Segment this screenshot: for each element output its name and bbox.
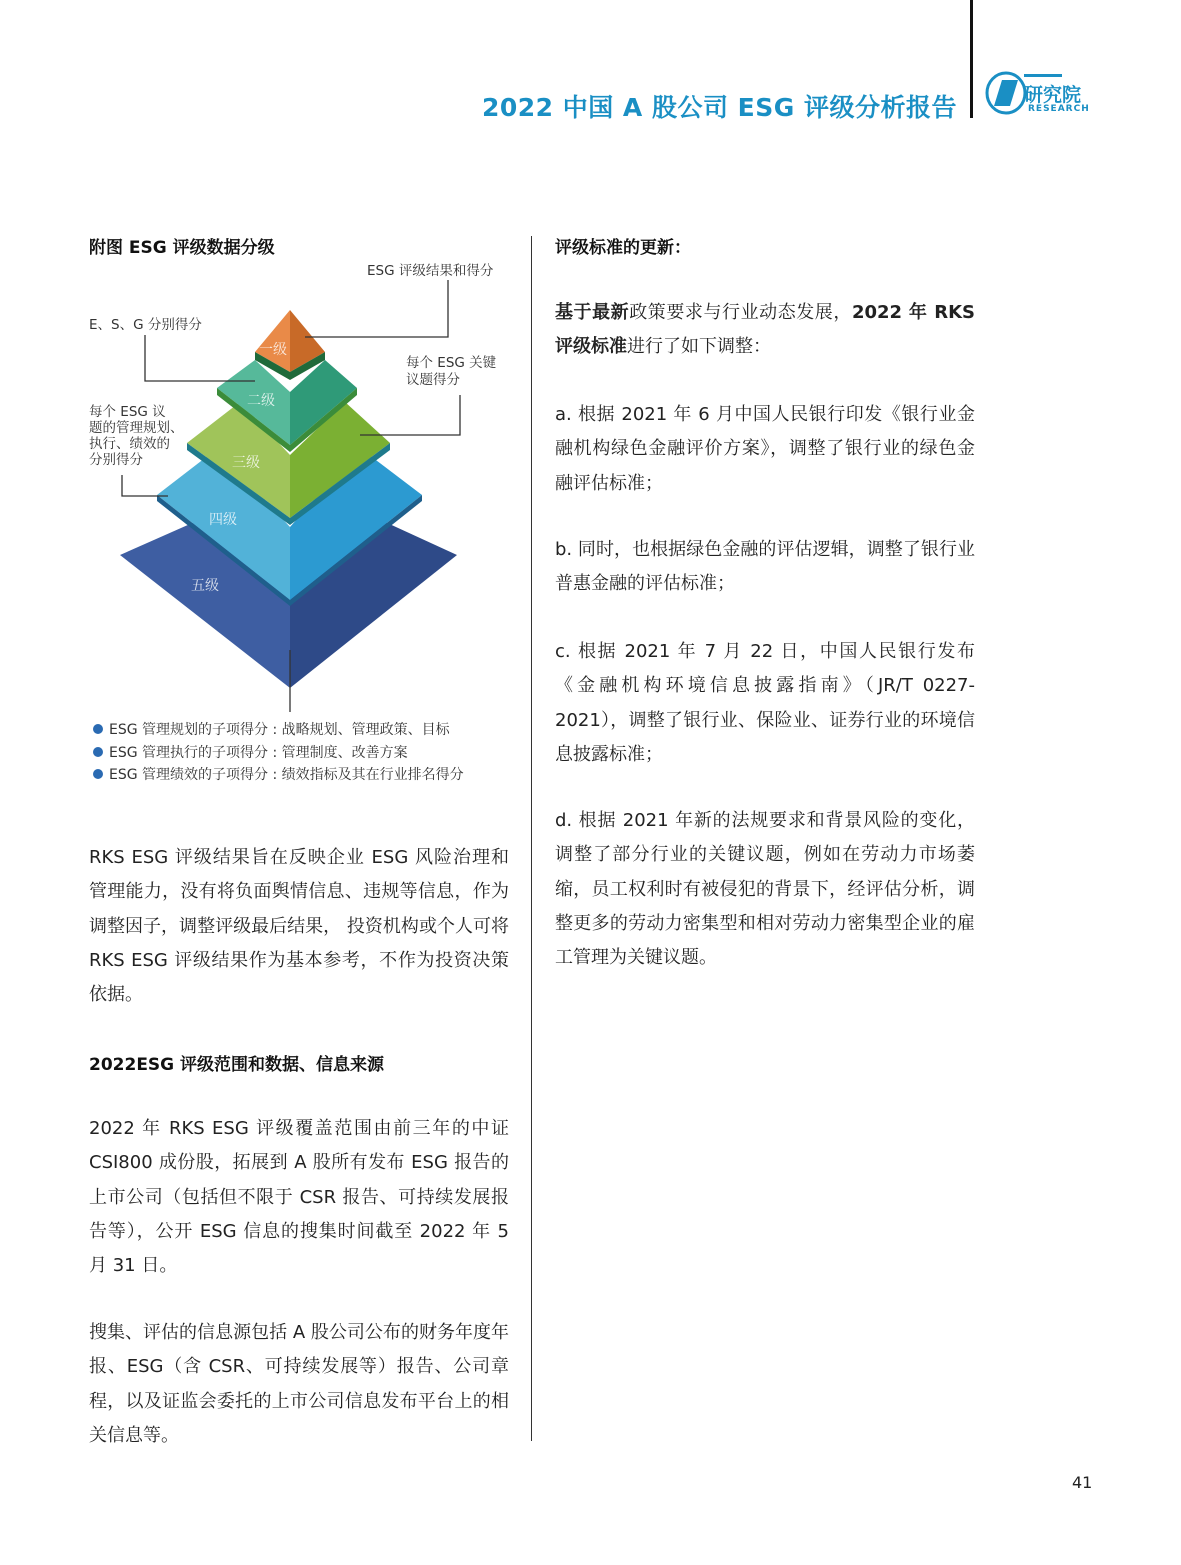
intro-text-2: 进行了如下调整：: [627, 336, 771, 358]
update-subheading: 评级标准的更新：: [555, 238, 691, 258]
tier-label-3: 三级: [232, 455, 260, 471]
annotation-management-line: 执行、绩效的: [89, 436, 170, 452]
annotation-management-line: 题的管理规划、: [89, 420, 184, 436]
header-divider: [970, 0, 973, 118]
legend-item-text: ESG 管理规划的子项得分 : 战略规划、管理政策、目标: [109, 722, 450, 738]
intro-bold-1: 基于最新: [555, 302, 630, 323]
annotation-key-issue-line: 每个 ESG 关键: [406, 355, 497, 371]
annotation-key-issue-line: 议题得分: [406, 372, 460, 388]
leader-line-keyissue: [360, 395, 460, 435]
update-intro-paragraph: [555, 296, 975, 365]
rating-purpose-paragraph: RKS ESG 评级结果旨在反映企业 ESG 风险治理和管理能力，没有将负面舆情信息、违规等信息，作为调整因子，调整评级最后结果， 投资机构或个人可将 RKS ESG 评级结果作为基本参考，不作为投资决策依据。: [89, 847, 509, 1006]
legend-item: [93, 742, 464, 765]
logo-subtext: RESEARCH: [1028, 104, 1090, 114]
scope-subheading: 2022ESG 评级范围和数据、信息来源: [89, 1055, 385, 1075]
legend-item: [93, 719, 464, 742]
annotation-rating-result: ESG 评级结果和得分: [367, 263, 494, 279]
tier-label-5: 五级: [191, 578, 219, 594]
sources-paragraph: 搜集、评估的信息源包括 A 股公司公布的财务年度年报、ESG（含 CSR、可持续发展等）报告、公司章程，以及证监会委托的上市公司信息发布平台上的相关信息等。: [89, 1322, 509, 1446]
report-title: 2022 中国 A 股公司 ESG 评级分析报告: [481, 93, 957, 122]
update-item-d: d. 根据 2021 年新的法规要求和背景风险的变化，调整了部分行业的关键议题，例如在劳动力市场萎缩，员工权利时有被侵犯的背景下，经评估分析，调整更多的劳动力密集型和相对劳动力密集型企业的雇工管理为关键议题。: [555, 810, 975, 969]
annotation-management-line: 分别得分: [89, 452, 143, 468]
update-item-c: c. 根据 2021 年 7 月 22 日，中国人民银行发布《金融机构环境信息披露指南》（JR/T 0227-2021），调整了银行业、保险业、证券行业的环境信息披露标准；: [555, 641, 975, 765]
bullet-dot-icon: [93, 724, 103, 734]
bullet-dot-icon: [93, 769, 103, 779]
update-item-b: b. 同时，也根据绿色金融的评估逻辑，调整了银行业普惠金融的评估标准；: [555, 539, 975, 595]
annotation-esg-scores: E、S、G 分别得分: [89, 317, 202, 333]
tier-label-2: 二级: [247, 393, 275, 409]
scope-paragraph: 2022 年 RKS ESG 评级覆盖范围由前三年的中证 CSI800 成份股，拓展到 A 股所有发布 ESG 报告的上市公司（包括但不限于 CSR 报告、可持续发展报告等），公开 ESG 信息的搜集时间截至 2022 年 5 月 31 日。: [89, 1118, 509, 1277]
annotation-key-issue: [406, 355, 496, 389]
figure-title: 附图 ESG 评级数据分级: [89, 238, 275, 258]
annotation-management: [89, 404, 184, 468]
annotation-management-line: 每个 ESG 议: [89, 404, 166, 420]
legend-item-text: ESG 管理绩效的子项得分 : 绩效指标及其在行业排名得分: [109, 767, 464, 783]
tier-label-4: 四级: [209, 512, 237, 528]
leader-line-top: [305, 280, 448, 337]
page-number: 41: [1072, 1473, 1093, 1492]
tier-label-1: 一级: [259, 342, 287, 358]
legend-item: [93, 764, 464, 787]
figure-legend: [93, 719, 464, 787]
logo-text: 研究院: [1024, 84, 1082, 106]
legend-item-text: ESG 管理执行的子项得分 : 管理制度、改善方案: [109, 744, 408, 761]
update-item-a: a. 根据 2021 年 6 月中国人民银行印发《银行业金融机构绿色金融评价方案》，调整了银行业的绿色金融评估标准；: [555, 404, 975, 494]
intro-bold-2: 2022 年 RKS 评级标准: [555, 302, 976, 358]
intro-text-1: 政策要求与行业动态发展，: [629, 302, 852, 323]
bullet-dot-icon: [93, 747, 103, 757]
